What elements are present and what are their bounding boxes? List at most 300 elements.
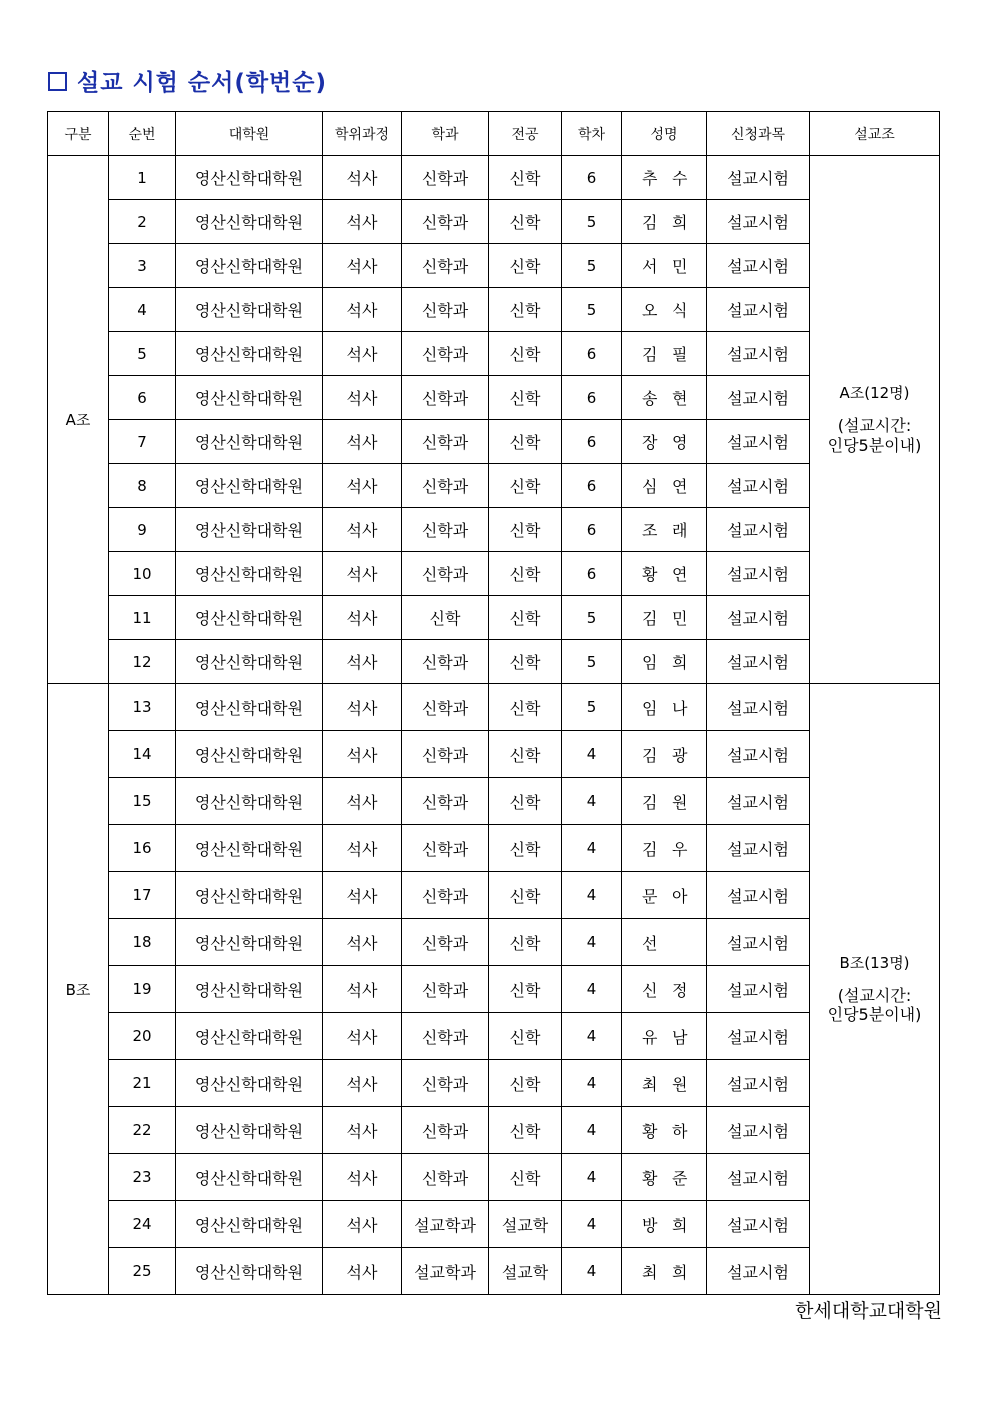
name-cell xyxy=(622,966,707,1013)
name-cell xyxy=(622,156,707,200)
header-school: 대학원 xyxy=(176,112,323,156)
subject-cell: 설교시험 xyxy=(707,288,810,332)
school-cell: 영산신학대학원 xyxy=(176,1248,323,1295)
row-number: 17 xyxy=(109,872,176,919)
school-cell: 영산신학대학원 xyxy=(176,872,323,919)
header-name: 성명 xyxy=(622,112,707,156)
row-number: 13 xyxy=(109,684,176,731)
major-cell: 신학 xyxy=(489,778,562,825)
page-title xyxy=(48,64,327,97)
group-label: A조 xyxy=(48,156,109,684)
subject-cell: 설교시험 xyxy=(707,596,810,640)
table-row xyxy=(48,1107,940,1154)
year-cell: 4 xyxy=(562,778,622,825)
name-first-char: 김 xyxy=(642,745,658,765)
subject-cell: 설교시험 xyxy=(707,1060,810,1107)
row-number: 1 xyxy=(109,156,176,200)
table-row xyxy=(48,552,940,596)
name-first-char: 김 xyxy=(642,609,658,628)
year-cell: 5 xyxy=(562,684,622,731)
school-cell: 영산신학대학원 xyxy=(176,508,323,552)
table-row xyxy=(48,1201,940,1248)
row-number: 22 xyxy=(109,1107,176,1154)
row-number: 18 xyxy=(109,919,176,966)
degree-cell: 석사 xyxy=(323,684,402,731)
dept-cell: 설교학과 xyxy=(402,1201,489,1248)
school-cell: 영산신학대학원 xyxy=(176,596,323,640)
major-cell: 신학 xyxy=(489,919,562,966)
name-last-char: 민 xyxy=(672,609,688,628)
name-cell xyxy=(622,1248,707,1295)
major-cell: 신학 xyxy=(489,640,562,684)
degree-cell: 석사 xyxy=(323,640,402,684)
name-first-char: 임 xyxy=(642,698,658,718)
table-row xyxy=(48,778,940,825)
degree-cell: 석사 xyxy=(323,244,402,288)
subject-cell: 설교시험 xyxy=(707,684,810,731)
school-cell: 영산신학대학원 xyxy=(176,376,323,420)
dept-cell: 신학 xyxy=(402,596,489,640)
name-last-char: 수 xyxy=(672,169,688,188)
school-cell: 영산신학대학원 xyxy=(176,1201,323,1248)
name-last-char: 준 xyxy=(672,1168,688,1188)
major-cell: 신학 xyxy=(489,508,562,552)
school-cell: 영산신학대학원 xyxy=(176,200,323,244)
subject-cell: 설교시험 xyxy=(707,244,810,288)
degree-cell: 석사 xyxy=(323,1107,402,1154)
year-cell: 4 xyxy=(562,731,622,778)
name-cell xyxy=(622,420,707,464)
dept-cell: 설교학과 xyxy=(402,1248,489,1295)
footer-institution: 한세대학교대학원 xyxy=(795,1300,942,1322)
name-cell xyxy=(622,684,707,731)
school-cell: 영산신학대학원 xyxy=(176,825,323,872)
name-last-char: 민 xyxy=(672,257,688,276)
name-first-char: 오 xyxy=(642,301,658,320)
row-number: 7 xyxy=(109,420,176,464)
subject-cell: 설교시험 xyxy=(707,552,810,596)
major-cell: 신학 xyxy=(489,1107,562,1154)
header-order: 순번 xyxy=(109,112,176,156)
year-cell: 6 xyxy=(562,508,622,552)
group-info xyxy=(810,156,940,684)
major-cell: 신학 xyxy=(489,596,562,640)
name-last-char: 연 xyxy=(672,477,688,496)
table-row xyxy=(48,332,940,376)
table-row xyxy=(48,684,940,731)
subject-cell: 설교시험 xyxy=(707,640,810,684)
name-first-char: 송 xyxy=(642,389,658,408)
header-group: 설교조 xyxy=(810,112,940,156)
school-cell: 영산신학대학원 xyxy=(176,332,323,376)
name-last-char: 희 xyxy=(672,1215,688,1235)
degree-cell: 석사 xyxy=(323,872,402,919)
row-number: 14 xyxy=(109,731,176,778)
name-cell xyxy=(622,1107,707,1154)
row-number: 4 xyxy=(109,288,176,332)
dept-cell: 신학과 xyxy=(402,156,489,200)
major-cell: 신학 xyxy=(489,376,562,420)
dept-cell: 신학과 xyxy=(402,508,489,552)
table-body xyxy=(48,156,940,1295)
school-cell: 영산신학대학원 xyxy=(176,552,323,596)
dept-cell: 신학과 xyxy=(402,200,489,244)
name-last-char: 광 xyxy=(672,745,688,765)
table-row xyxy=(48,244,940,288)
school-cell: 영산신학대학원 xyxy=(176,1060,323,1107)
name-first-char: 심 xyxy=(642,477,658,496)
major-cell: 신학 xyxy=(489,288,562,332)
name-first-char: 문 xyxy=(642,886,658,906)
school-cell: 영산신학대학원 xyxy=(176,244,323,288)
header-year: 학차 xyxy=(562,112,622,156)
name-last-char: 영 xyxy=(672,433,688,452)
table-row xyxy=(48,596,940,640)
row-number: 15 xyxy=(109,778,176,825)
school-cell: 영산신학대학원 xyxy=(176,1013,323,1060)
dept-cell: 신학과 xyxy=(402,376,489,420)
year-cell: 4 xyxy=(562,1013,622,1060)
header-dept: 학과 xyxy=(402,112,489,156)
school-cell: 영산신학대학원 xyxy=(176,1154,323,1201)
major-cell: 신학 xyxy=(489,966,562,1013)
row-number: 3 xyxy=(109,244,176,288)
degree-cell: 석사 xyxy=(323,731,402,778)
dept-cell: 신학과 xyxy=(402,1154,489,1201)
year-cell: 6 xyxy=(562,420,622,464)
degree-cell: 석사 xyxy=(323,376,402,420)
major-cell: 신학 xyxy=(489,872,562,919)
name-first-char: 김 xyxy=(642,345,658,364)
name-cell xyxy=(622,332,707,376)
group-label: B조 xyxy=(48,684,109,1295)
table-row xyxy=(48,508,940,552)
table-row xyxy=(48,464,940,508)
major-cell: 신학 xyxy=(489,684,562,731)
dept-cell: 신학과 xyxy=(402,332,489,376)
name-cell xyxy=(622,508,707,552)
school-cell: 영산신학대학원 xyxy=(176,919,323,966)
subject-cell: 설교시험 xyxy=(707,464,810,508)
name-last-char: 나 xyxy=(672,698,688,718)
name-first-char: 황 xyxy=(642,1168,658,1188)
year-cell: 4 xyxy=(562,1107,622,1154)
table-row xyxy=(48,1154,940,1201)
dept-cell: 신학과 xyxy=(402,640,489,684)
name-cell xyxy=(622,376,707,420)
name-last-char: 남 xyxy=(672,1027,688,1047)
row-number: 9 xyxy=(109,508,176,552)
name-cell xyxy=(622,919,707,966)
name-last-char: 정 xyxy=(672,980,688,1000)
group-count: A조(12명) xyxy=(839,384,910,403)
subject-cell: 설교시험 xyxy=(707,1201,810,1248)
major-cell: 신학 xyxy=(489,244,562,288)
degree-cell: 석사 xyxy=(323,1248,402,1295)
major-cell: 신학 xyxy=(489,1154,562,1201)
subject-cell: 설교시험 xyxy=(707,778,810,825)
subject-cell: 설교시험 xyxy=(707,332,810,376)
name-cell xyxy=(622,731,707,778)
year-cell: 4 xyxy=(562,919,622,966)
name-last-char: 연 xyxy=(672,565,688,584)
group-count: B조(13명) xyxy=(839,953,910,972)
dept-cell: 신학과 xyxy=(402,420,489,464)
name-last-char: 원 xyxy=(672,1074,688,1094)
table-row xyxy=(48,376,940,420)
dept-cell: 신학과 xyxy=(402,244,489,288)
name-cell xyxy=(622,872,707,919)
year-cell: 6 xyxy=(562,552,622,596)
table-row xyxy=(48,156,940,200)
subject-cell: 설교시험 xyxy=(707,508,810,552)
group-time-value: 인당5분이내) xyxy=(827,435,922,455)
dept-cell: 신학과 xyxy=(402,872,489,919)
dept-cell: 신학과 xyxy=(402,731,489,778)
major-cell: 신학 xyxy=(489,464,562,508)
year-cell: 5 xyxy=(562,200,622,244)
dept-cell: 신학과 xyxy=(402,1060,489,1107)
subject-cell: 설교시험 xyxy=(707,919,810,966)
name-cell xyxy=(622,200,707,244)
name-last-char: 아 xyxy=(672,886,688,906)
name-cell xyxy=(622,244,707,288)
school-cell: 영산신학대학원 xyxy=(176,1107,323,1154)
header-subject: 신청과목 xyxy=(707,112,810,156)
name-last-char: 현 xyxy=(672,389,688,408)
name-first-char: 선 xyxy=(642,933,658,953)
name-first-char: 김 xyxy=(642,792,658,812)
exam-order-table xyxy=(47,111,940,1295)
school-cell: 영산신학대학원 xyxy=(176,778,323,825)
name-first-char: 서 xyxy=(642,257,658,276)
subject-cell: 설교시험 xyxy=(707,731,810,778)
row-number: 6 xyxy=(109,376,176,420)
year-cell: 5 xyxy=(562,288,622,332)
degree-cell: 석사 xyxy=(323,1154,402,1201)
subject-cell: 설교시험 xyxy=(707,1107,810,1154)
school-cell: 영산신학대학원 xyxy=(176,288,323,332)
row-number: 12 xyxy=(109,640,176,684)
name-first-char: 신 xyxy=(642,980,658,1000)
school-cell: 영산신학대학원 xyxy=(176,684,323,731)
name-first-char: 황 xyxy=(642,565,658,584)
subject-cell: 설교시험 xyxy=(707,825,810,872)
table-row xyxy=(48,731,940,778)
degree-cell: 석사 xyxy=(323,156,402,200)
year-cell: 6 xyxy=(562,156,622,200)
subject-cell: 설교시험 xyxy=(707,376,810,420)
row-number: 10 xyxy=(109,552,176,596)
group-info xyxy=(810,684,940,1295)
table-row xyxy=(48,200,940,244)
degree-cell: 석사 xyxy=(323,919,402,966)
name-last-char: 우 xyxy=(672,839,688,859)
name-cell xyxy=(622,464,707,508)
table-row xyxy=(48,420,940,464)
table-row xyxy=(48,1248,940,1295)
table-row xyxy=(48,640,940,684)
major-cell: 신학 xyxy=(489,332,562,376)
subject-cell: 설교시험 xyxy=(707,200,810,244)
degree-cell: 석사 xyxy=(323,778,402,825)
name-last-char: 희 xyxy=(672,213,688,232)
name-first-char: 김 xyxy=(642,839,658,859)
major-cell: 신학 xyxy=(489,1013,562,1060)
name-first-char: 최 xyxy=(642,1262,658,1282)
name-cell xyxy=(622,1154,707,1201)
subject-cell: 설교시험 xyxy=(707,156,810,200)
school-cell: 영산신학대학원 xyxy=(176,420,323,464)
degree-cell: 석사 xyxy=(323,596,402,640)
group-time-label: (설교시간: xyxy=(837,985,912,1005)
dept-cell: 신학과 xyxy=(402,288,489,332)
degree-cell: 석사 xyxy=(323,200,402,244)
name-first-char: 유 xyxy=(642,1027,658,1047)
degree-cell: 석사 xyxy=(323,1201,402,1248)
row-number: 8 xyxy=(109,464,176,508)
name-first-char: 최 xyxy=(642,1074,658,1094)
degree-cell: 석사 xyxy=(323,1060,402,1107)
degree-cell: 석사 xyxy=(323,966,402,1013)
name-last-char: 원 xyxy=(672,792,688,812)
name-cell xyxy=(622,1013,707,1060)
name-last-char: 래 xyxy=(672,521,688,540)
name-cell xyxy=(622,288,707,332)
name-cell xyxy=(622,1060,707,1107)
row-number: 20 xyxy=(109,1013,176,1060)
year-cell: 6 xyxy=(562,376,622,420)
degree-cell: 석사 xyxy=(323,420,402,464)
row-number: 16 xyxy=(109,825,176,872)
dept-cell: 신학과 xyxy=(402,1107,489,1154)
name-last-char: 희 xyxy=(672,1262,688,1282)
row-number: 19 xyxy=(109,966,176,1013)
row-number: 21 xyxy=(109,1060,176,1107)
dept-cell: 신학과 xyxy=(402,919,489,966)
name-first-char: 방 xyxy=(642,1215,658,1235)
year-cell: 4 xyxy=(562,1154,622,1201)
name-cell xyxy=(622,825,707,872)
subject-cell: 설교시험 xyxy=(707,1013,810,1060)
group-time-label: (설교시간: xyxy=(837,416,912,436)
dept-cell: 신학과 xyxy=(402,1013,489,1060)
name-first-char: 황 xyxy=(642,1121,658,1141)
name-last-char: 필 xyxy=(672,345,688,364)
major-cell: 신학 xyxy=(489,731,562,778)
name-first-char: 김 xyxy=(642,213,658,232)
year-cell: 5 xyxy=(562,244,622,288)
row-number: 5 xyxy=(109,332,176,376)
group-time-value: 인당5분이내) xyxy=(827,1005,922,1024)
dept-cell: 신학과 xyxy=(402,684,489,731)
dept-cell: 신학과 xyxy=(402,552,489,596)
year-cell: 4 xyxy=(562,966,622,1013)
name-cell xyxy=(622,1201,707,1248)
major-cell: 신학 xyxy=(489,156,562,200)
year-cell: 5 xyxy=(562,596,622,640)
row-number: 2 xyxy=(109,200,176,244)
school-cell: 영산신학대학원 xyxy=(176,464,323,508)
dept-cell: 신학과 xyxy=(402,464,489,508)
table-row xyxy=(48,825,940,872)
name-last-char: 식 xyxy=(672,301,688,320)
major-cell: 신학 xyxy=(489,200,562,244)
row-number: 11 xyxy=(109,596,176,640)
degree-cell: 석사 xyxy=(323,825,402,872)
name-last-char: 희 xyxy=(672,653,688,672)
table-row xyxy=(48,919,940,966)
name-cell xyxy=(622,640,707,684)
school-cell: 영산신학대학원 xyxy=(176,966,323,1013)
table-row xyxy=(48,966,940,1013)
school-cell: 영산신학대학원 xyxy=(176,156,323,200)
major-cell: 신학 xyxy=(489,552,562,596)
subject-cell: 설교시험 xyxy=(707,420,810,464)
degree-cell: 석사 xyxy=(323,1013,402,1060)
checkbox-square-icon xyxy=(48,72,67,91)
table-row xyxy=(48,872,940,919)
name-cell xyxy=(622,552,707,596)
header-major: 전공 xyxy=(489,112,562,156)
dept-cell: 신학과 xyxy=(402,825,489,872)
year-cell: 4 xyxy=(562,872,622,919)
major-cell: 신학 xyxy=(489,1060,562,1107)
subject-cell: 설교시험 xyxy=(707,1248,810,1295)
year-cell: 6 xyxy=(562,464,622,508)
header-row xyxy=(48,112,940,156)
table-row xyxy=(48,288,940,332)
school-cell: 영산신학대학원 xyxy=(176,640,323,684)
name-first-char: 조 xyxy=(642,521,658,540)
year-cell: 4 xyxy=(562,1201,622,1248)
subject-cell: 설교시험 xyxy=(707,966,810,1013)
table-row xyxy=(48,1060,940,1107)
name-first-char: 임 xyxy=(642,653,658,672)
row-number: 24 xyxy=(109,1201,176,1248)
degree-cell: 석사 xyxy=(323,508,402,552)
year-cell: 4 xyxy=(562,1248,622,1295)
row-number: 23 xyxy=(109,1154,176,1201)
name-cell xyxy=(622,596,707,640)
year-cell: 4 xyxy=(562,1060,622,1107)
degree-cell: 석사 xyxy=(323,552,402,596)
major-cell: 설교학 xyxy=(489,1201,562,1248)
year-cell: 6 xyxy=(562,332,622,376)
degree-cell: 석사 xyxy=(323,464,402,508)
name-cell xyxy=(622,778,707,825)
header-degree: 학위과정 xyxy=(323,112,402,156)
name-first-char: 추 xyxy=(642,169,658,188)
degree-cell: 석사 xyxy=(323,332,402,376)
header-category: 구분 xyxy=(48,112,109,156)
major-cell: 신학 xyxy=(489,825,562,872)
major-cell: 신학 xyxy=(489,420,562,464)
name-last-char: 하 xyxy=(672,1121,688,1141)
year-cell: 5 xyxy=(562,640,622,684)
degree-cell: 석사 xyxy=(323,288,402,332)
subject-cell: 설교시험 xyxy=(707,1154,810,1201)
year-cell: 4 xyxy=(562,825,622,872)
subject-cell: 설교시험 xyxy=(707,872,810,919)
name-first-char: 장 xyxy=(642,433,658,452)
table-row xyxy=(48,1013,940,1060)
title-text: 설교 시험 순서(학번순) xyxy=(77,70,328,96)
dept-cell: 신학과 xyxy=(402,778,489,825)
school-cell: 영산신학대학원 xyxy=(176,731,323,778)
major-cell: 설교학 xyxy=(489,1248,562,1295)
dept-cell: 신학과 xyxy=(402,966,489,1013)
